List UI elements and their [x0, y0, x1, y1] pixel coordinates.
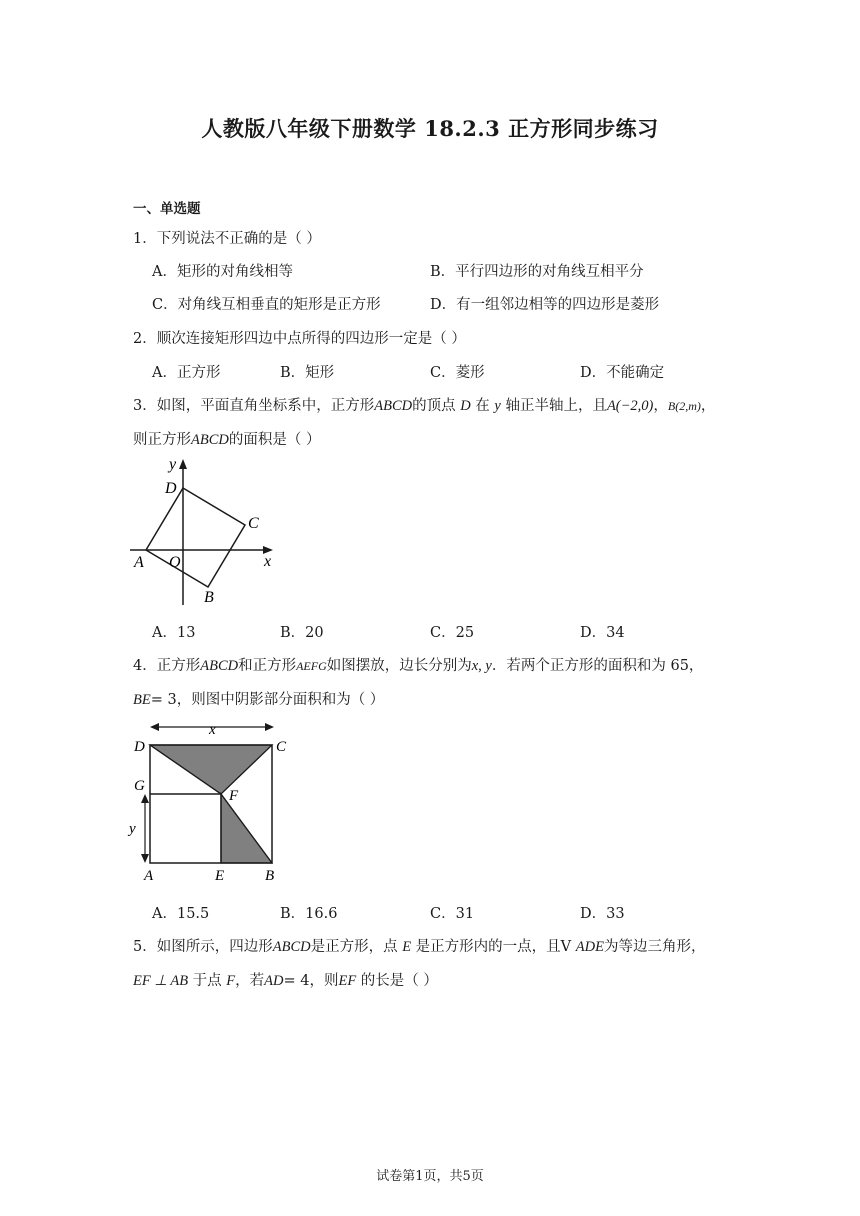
question-4-option-d: D．33	[580, 906, 625, 922]
y-dimension-bottom-arrow-icon	[141, 854, 149, 863]
question-2-option-a: A．正方形	[152, 365, 221, 381]
fig4-label-g: G	[134, 778, 145, 794]
square-abcd	[146, 488, 245, 587]
fig3-label-x: x	[264, 553, 272, 570]
fig3-label-d: D	[165, 480, 177, 497]
fig4-label-d: D	[134, 739, 145, 755]
question-5-stem: 5．如图所示，四边形ABCD是正方形，点 E 是正方形内的一点，且V ADE为等边三角形，	[133, 939, 706, 955]
fig3-label-c: C	[248, 515, 259, 532]
question-3-option-b: B．20	[280, 625, 324, 641]
fig4-label-x: x	[209, 722, 216, 738]
fig3-label-y: y	[169, 456, 177, 473]
question-5-stem-line2: EF ⊥ AB 于点 F，若AD= 4，则EF 的长是（ ）	[133, 973, 438, 989]
question-4-option-b: B．16.6	[280, 906, 338, 922]
question-4-stem-line2: BE= 3，则图中阴影部分面积和为（ ）	[133, 692, 385, 708]
question-3-option-a: A．13	[152, 625, 196, 641]
question-4-option-c: C．31	[430, 906, 475, 922]
x-dimension-left-arrow-icon	[150, 723, 159, 731]
question-4-figure	[125, 718, 300, 886]
page-footer: 试卷第1页，共5页	[376, 1169, 484, 1184]
square-aefg	[150, 794, 221, 863]
question-4-stem: 4．正方形ABCD和正方形AEFG如图摆放，边长分别为x, y．若两个正方形的面积和为 65，	[133, 658, 704, 674]
fig4-label-b: B	[265, 868, 275, 884]
fig4-label-y: y	[129, 821, 136, 837]
fig3-label-a: A	[134, 554, 144, 571]
y-axis-arrow-icon	[179, 459, 187, 469]
question-3-figure	[125, 455, 285, 610]
question-3-stem: 3．如图，平面直角坐标系中，正方形ABCD的顶点 D 在 y 轴正半轴上，且A(−2,0)，B(2,m)，	[133, 398, 716, 414]
question-1-option-b: B．平行四边形的对角线互相平分	[430, 264, 644, 280]
question-1-option-c: C．对角线互相垂直的矩形是正方形	[152, 297, 381, 313]
page-title: 人教版八年级下册数学 18.2.3 正方形同步练习	[201, 116, 659, 141]
question-3-stem-line2: 则正方形ABCD的面积是（ ）	[133, 432, 321, 448]
question-2-option-c: C．菱形	[430, 365, 485, 381]
question-3-option-d: D．34	[580, 625, 625, 641]
y-dimension-top-arrow-icon	[141, 794, 149, 803]
section-heading: 一、单选题	[133, 201, 201, 217]
question-2-option-b: B．矩形	[280, 365, 335, 381]
fig4-label-e: E	[215, 868, 225, 884]
fig4-label-a: A	[144, 868, 154, 884]
fig3-label-b: B	[204, 589, 214, 606]
question-2-option-d: D．不能确定	[580, 365, 665, 381]
question-1-stem: 1．下列说法不正确的是（ ）	[133, 231, 321, 247]
fig4-label-f: F	[229, 788, 239, 804]
question-4-option-a: A．15.5	[152, 906, 210, 922]
question-1-option-a: A．矩形的对角线相等	[152, 264, 293, 280]
fig4-label-c: C	[276, 739, 287, 755]
question-3-option-c: C．25	[430, 625, 475, 641]
question-2-stem: 2．顺次连接矩形四边中点所得的四边形一定是（ ）	[133, 331, 466, 347]
x-dimension-right-arrow-icon	[265, 723, 274, 731]
question-1-option-d: D．有一组邻边相等的四边形是菱形	[430, 297, 660, 313]
fig3-label-o: O	[169, 554, 181, 571]
